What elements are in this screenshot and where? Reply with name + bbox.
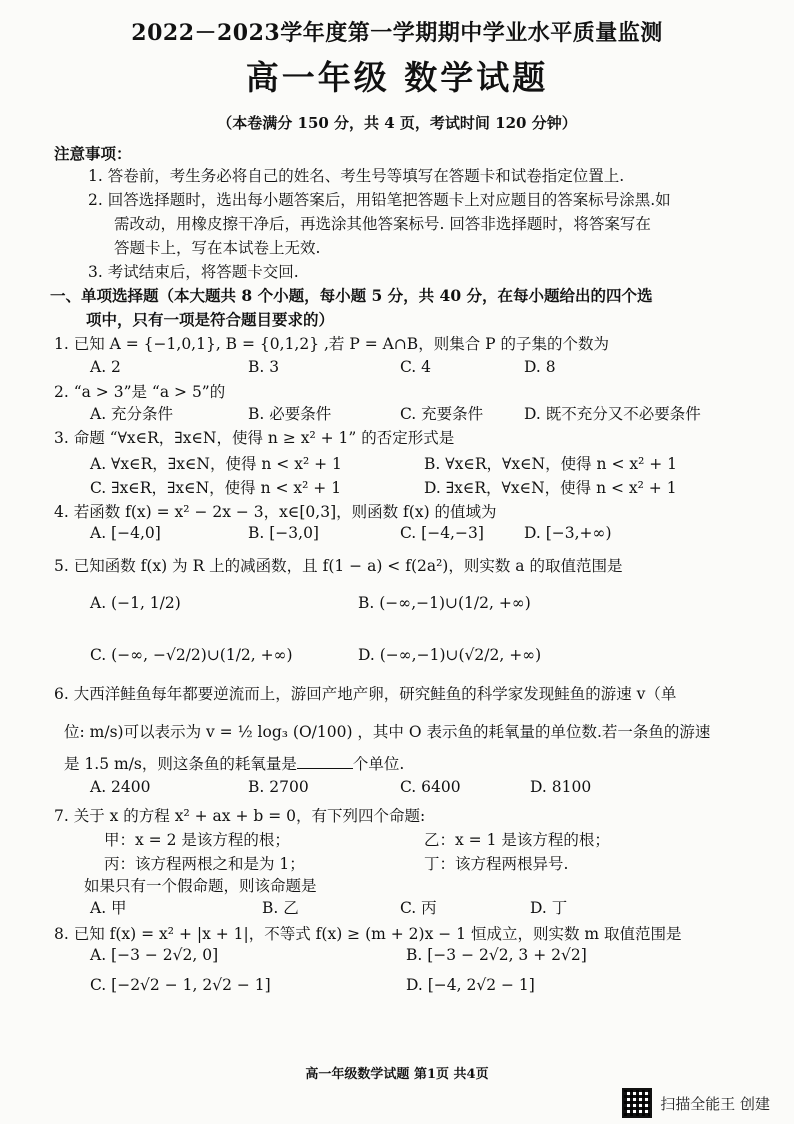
question-7-prop-2: 乙：x = 1 是该方程的根； [424, 831, 610, 849]
question-6-text-a: 是 1.5 m/s，则这条鱼的耗氧量是 [64, 755, 297, 773]
question-8-option-b: B. [−3 − 2√2, 3 + 2√2] [406, 946, 587, 964]
question-6-line3 [64, 752, 404, 776]
question-2-option-a: A. 充分条件 [90, 405, 174, 423]
question-7-stem: 7. 关于 x 的方程 x² + ax + b = 0，有下列四个命题: [54, 807, 426, 825]
page-footer: 高一年级数学试题 第1页 共4页 [305, 1067, 489, 1082]
question-7-option-b: B. 乙 [262, 899, 299, 917]
question-4-option-b: B. [−3,0] [248, 524, 319, 542]
question-7-option-d: D. 丁 [530, 899, 568, 917]
question-5-option-a: A. (−1, 1/2) [90, 594, 181, 612]
question-2-option-d: D. 既不充分又不必要条件 [524, 405, 701, 423]
paper-title: 高一年级 数学试题 [245, 58, 549, 97]
question-5-option-c: C. (−∞, −√2/2)∪(1/2, +∞) [90, 646, 293, 664]
exam-title: 2022－2023学年度第一学期期中学业水平质量监测 [131, 20, 663, 46]
question-6-text-b: 个单位. [352, 755, 405, 773]
question-6-line1: 6. 大西洋鲑鱼每年都要逆流而上，游回产地产卵，研究鲑鱼的科学家发现鲑鱼的游速 v（单 [54, 685, 677, 703]
notice-item: 需改动，用橡皮擦干净后，再选涂其他答案标号. 回答非选择题时，将答案写在 [114, 215, 651, 233]
question-5-stem: 5. 已知函数 f(x) 为 R 上的减函数，且 f(1 − a) < f(2a²)，则实数 a 的取值范围是 [54, 557, 623, 575]
notice-item: 1. 答卷前，考生务必将自己的姓名、考生号等填写在答题卡和试卷指定位置上. [88, 167, 625, 185]
question-4-stem: 4. 若函数 f(x) = x² − 2x − 3，x∈[0,3]，则函数 f(x) 的值域为 [54, 503, 497, 521]
question-7-prop-3: 丙：该方程两根之和是为 1； [104, 855, 305, 873]
scanner-label: 扫描全能王 创建 [660, 1094, 770, 1113]
question-4-option-a: A. [−4,0] [90, 524, 161, 542]
question-8-option-d: D. [−4, 2√2 − 1] [406, 976, 535, 994]
section-heading-cont: 项中，只有一项是符合题目要求的） [86, 310, 335, 329]
question-2-stem: 2. “a > 3”是 “a > 5”的 [54, 383, 226, 401]
qr-code-icon [622, 1088, 652, 1118]
question-4-option-d: D. [−3,+∞) [524, 524, 612, 542]
question-6-option-c: C. 6400 [400, 778, 461, 796]
question-7-prop-1: 甲：x = 2 是该方程的根； [104, 831, 290, 849]
question-3-option-d: D. ∃x∈R，∀x∈N，使得 n < x² + 1 [424, 479, 677, 497]
question-8-option-c: C. [−2√2 − 1, 2√2 − 1] [90, 976, 271, 994]
question-4-option-c: C. [−4,−3] [400, 524, 484, 542]
question-1-option-d: D. 8 [524, 358, 556, 376]
question-5-option-d: D. (−∞,−1)∪(√2/2, +∞) [358, 646, 542, 664]
question-2-option-b: B. 必要条件 [248, 405, 332, 423]
question-6-line2: 位: m/s)可以表示为 v = ½ log₃ (O/100) ，其中 O 表示鱼的耗氧量的单位数.若一条鱼的游速 [64, 723, 711, 741]
scanner-watermark [622, 1088, 770, 1118]
question-1-option-a: A. 2 [90, 358, 121, 376]
notice-item: 答题卡上，写在本试卷上无效. [114, 239, 321, 257]
question-1-stem: 1. 已知 A = {−1,0,1}, B = {0,1,2} ,若 P = A∩B，则集合 P 的子集的个数为 [54, 335, 609, 353]
exam-meta: （本卷满分 150 分，共 4 页，考试时间 120 分钟） [217, 114, 577, 132]
question-6-option-b: B. 2700 [248, 778, 309, 796]
question-7-ask: 如果只有一个假命题，则该命题是 [84, 877, 317, 895]
question-8-option-a: A. [−3 − 2√2, 0] [90, 946, 219, 964]
notice-item: 3. 考试结束后，将答题卡交回. [88, 263, 299, 281]
answer-blank [297, 754, 353, 769]
question-7-option-c: C. 丙 [400, 899, 437, 917]
question-5-option-b: B. (−∞,−1)∪(1/2, +∞) [358, 594, 531, 612]
question-8-stem: 8. 已知 f(x) = x² + |x + 1|，不等式 f(x) ≥ (m + 2)x − 1 恒成立，则实数 m 取值范围是 [54, 925, 682, 943]
question-1-option-b: B. 3 [248, 358, 280, 376]
question-3-option-b: B. ∀x∈R，∀x∈N，使得 n < x² + 1 [424, 455, 678, 473]
section-heading: 一、单项选择题（本大题共 8 个小题，每小题 5 分，共 40 分，在每小题给出的四个选 [50, 286, 653, 305]
question-7-option-a: A. 甲 [90, 899, 127, 917]
notice-heading: 注意事项： [54, 144, 132, 163]
question-3-stem: 3. 命题 “∀x∈R，∃x∈N，使得 n ≥ x² + 1” 的否定形式是 [54, 429, 455, 447]
question-1-option-c: C. 4 [400, 358, 432, 376]
question-6-option-d: D. 8100 [530, 778, 592, 796]
question-7-prop-4: 丁：该方程两根异号. [424, 855, 569, 873]
question-6-option-a: A. 2400 [90, 778, 151, 796]
question-2-option-c: C. 充要条件 [400, 405, 484, 423]
question-3-option-a: A. ∀x∈R，∃x∈N，使得 n < x² + 1 [90, 455, 342, 473]
notice-item: 2. 回答选择题时，选出每小题答案后，用铅笔把答题卡上对应题目的答案标号涂黑.如 [88, 191, 671, 209]
question-3-option-c: C. ∃x∈R，∃x∈N，使得 n < x² + 1 [90, 479, 342, 497]
